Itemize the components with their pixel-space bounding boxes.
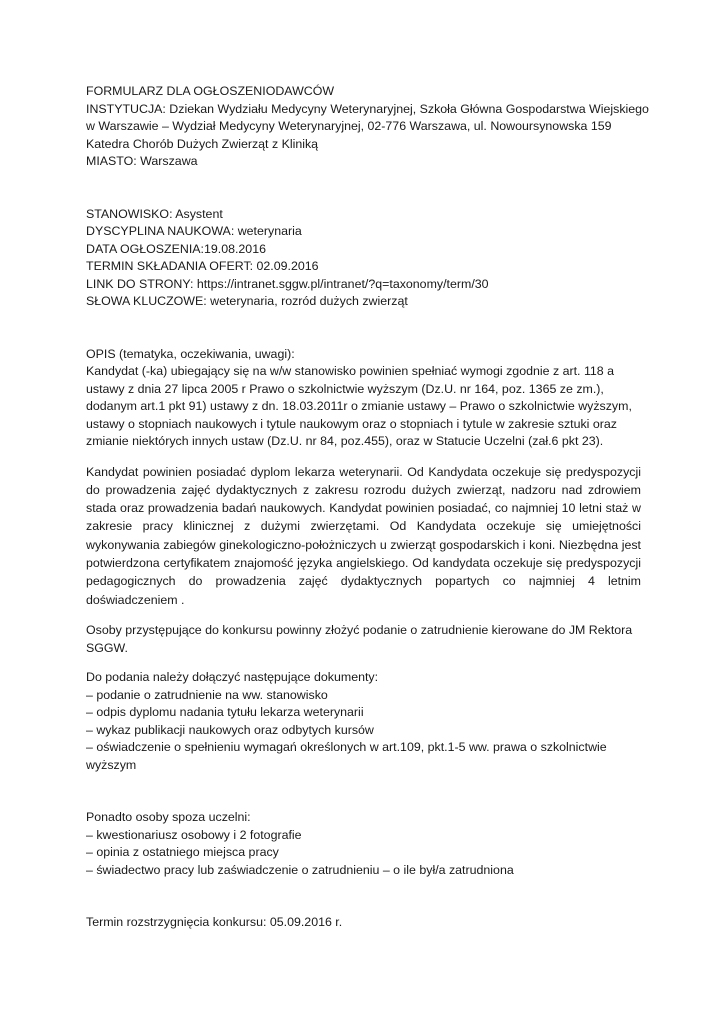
deadline-line: TERMIN SKŁADANIA OFERT: 02.09.2016: [86, 259, 319, 273]
form-title: FORMULARZ DLA OGŁOSZENIODAWCÓW: [86, 84, 335, 98]
spacer: [86, 451, 641, 463]
application-paragraph: Osoby przystępujące do konkursu powinny złożyć podanie o zatrudnienie kierowane do JM Rektora SGGW.: [86, 622, 633, 656]
list-item: – odpis dyplomu nadania tytułu lekarza weterynarii: [86, 705, 364, 720]
spacer: [86, 879, 641, 914]
requirements-line-4: ustawy o stopniach naukowych i tytule naukowym oraz o stopniach i tytule w zakresie sztuki oraz: [86, 416, 617, 431]
list-item-continuation: wyższym: [86, 757, 137, 772]
discipline-line: DYSCYPLINA NAUKOWA: weterynaria: [86, 224, 302, 238]
document-page: [86, 83, 649, 932]
keywords-line: SŁOWA KLUCZOWE: weterynaria, rozród dużych zwierząt: [86, 294, 408, 308]
candidate-requirements-paragraph: Kandydat powinien posiadać dyplom lekarza weterynarii. Od Kandydata oczekuje się predyspozycji do prowadzenia zajęć dydaktycznych z zakresu rozrodu dużych zwierząt, nadzoru nad zdrowiem stada oraz prowadzenia badań naukowych. Kandydat powinien posiadać, co najmniej 10 letni staż w zakresie pracy klinicznej z dużymi zwierzętami. Od Kandydata oczekuje się umiejętności wykonywania zabiegów ginekologiczno-położniczych u zwierząt gospodarskich i koni. Niezbędna jest potwierdzona certyfikatem znajomość języka angielskiego. Od kandydata oczekuje się predyspozycji pedagogicznych do prowadzenia zajęć dydaktycznych popartych co najmniej 4 letnim doświadczeniem .: [86, 464, 641, 607]
documents-list: [86, 669, 641, 774]
city-line: MIASTO: Warszawa: [86, 154, 198, 168]
resolution-date-line: Termin rozstrzygnięcia konkursu: 05.09.2016 r.: [86, 915, 343, 930]
header-block: [86, 83, 649, 171]
requirements-line-2: ustawy z dnia 27 lipca 2005 r Prawo o szkolnictwie wyższym (Dz.U. nr 164, poz. 1365 ze zm.),: [86, 381, 604, 396]
description-heading: OPIS (tematyka, oczekiwania, uwagi):: [86, 346, 295, 361]
link-line: LINK DO STRONY: https://intranet.sggw.pl/intranet/?q=taxonomy/term/30: [86, 276, 489, 291]
spacer: [86, 311, 641, 346]
institution-line-3: Katedra Chorób Dużych Zwierząt z Kliniką: [86, 136, 319, 151]
documents-heading: Do podania należy dołączyć następujące dokumenty:: [86, 670, 379, 685]
spacer: [86, 609, 641, 621]
spacer: [86, 774, 641, 809]
list-item: – kwestionariusz osobowy i 2 fotografie: [86, 827, 302, 842]
requirements-line-3: dodanym art.1 pkt 91) ustawy z dn. 18.03.2011r o zmianie ustawy – Prawo o szkolnictwie wyższym,: [86, 399, 632, 413]
institution-line-2: w Warszawie – Wydział Medycyny Weterynaryjnej, 02-776 Warszawa, ul. Nowoursynowska 159: [86, 119, 612, 133]
announcement-date-line: DATA OGŁOSZENIA:19.08.2016: [86, 241, 266, 256]
spacer: [86, 657, 641, 669]
details-block: [86, 206, 641, 311]
institution-line-1: INSTYTUCJA: Dziekan Wydziału Medycyny Weterynaryjnej, Szkoła Główna Gospodarstwa Wiejskiego: [86, 101, 649, 116]
list-item: – oświadczenie o spełnieniu wymagań określonych w art.109, pkt.1-5 ww. prawa o szkolnictwie: [86, 740, 607, 755]
list-item: – opinia z ostatniego miejsca pracy: [86, 845, 279, 860]
requirements-line-1: Kandydat (-ka) ubiegający się na w/w stanowisko powinien spełniać wymogi zgodnie z art. 118 a: [86, 364, 615, 378]
position-line: STANOWISKO: Asystent: [86, 206, 223, 221]
description-block: [86, 346, 641, 451]
list-item: – świadectwo pracy lub zaświadczenie o zatrudnieniu – o ile był/a zatrudniona: [86, 862, 514, 877]
requirements-line-5: zmianie niektórych innych ustaw (Dz.U. nr 84, poz.455), oraz w Statucie Uczelni (zał.6 pkt 23).: [86, 434, 604, 448]
list-item: – podanie o zatrudnienie na ww. stanowisko: [86, 687, 328, 702]
spacer: [86, 171, 641, 206]
list-item: – wykaz publikacji naukowych oraz odbytych kursów: [86, 722, 374, 737]
outside-heading: Ponadto osoby spoza uczelni:: [86, 810, 251, 825]
outside-candidates-list: [86, 809, 641, 879]
